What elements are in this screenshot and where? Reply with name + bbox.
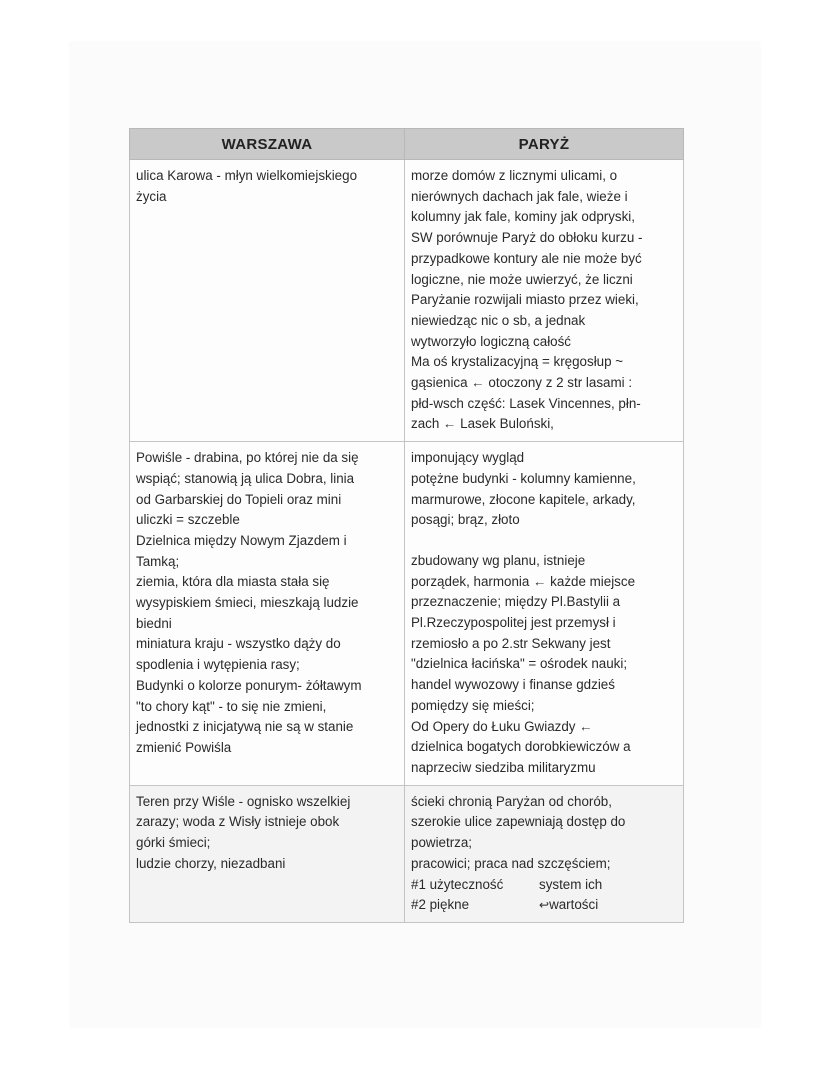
paragraph-gap [411, 531, 677, 551]
text-line: od Garbarskiej do Topieli oraz mini [136, 491, 342, 507]
text-line: zach ← Lasek Buloński, [411, 416, 554, 432]
text-line: porządek, harmonia ← każde miejsce [411, 573, 636, 589]
text-line: przeznaczenie; między Pl.Bastylii a [411, 594, 621, 610]
text-line: niewiedząc nic o sb, a jednak [411, 312, 586, 328]
text-line: wspiąć; stanowią ją ulica Dobra, linia [136, 470, 355, 486]
text-line: zmienić Powiśla [136, 739, 232, 755]
text-line: wysypiskiem śmieci, mieszkają ludzie [136, 595, 359, 611]
text-line: biedni [136, 615, 172, 631]
text-line: powietrza; [411, 835, 473, 851]
text-line: wytworzyło logiczną całość [411, 333, 572, 349]
text-line: ulica Karowa - młyn wielkomiejskiego [136, 168, 358, 183]
cell-paryz [405, 160, 684, 442]
text-line: Tamką; [136, 553, 180, 569]
cell-paryz [405, 442, 684, 786]
text-line: naprzeciw siedziba militaryzmu [411, 759, 596, 775]
note-left: #2 piękne [411, 897, 470, 913]
note-line [411, 875, 677, 896]
text-line: "to chory kąt" - to się nie zmieni, [136, 698, 327, 714]
note-right: wartości [549, 897, 599, 913]
text-line: pracowici; praca nad szczęściem; [411, 855, 611, 871]
text-line: uliczki = szczeble [136, 512, 240, 528]
text-line: ziemia, która dla miasta stała się [136, 574, 330, 590]
note-left: #1 użyteczność [411, 876, 504, 892]
text-line: ścieki chronią Paryżan od chorób, [411, 793, 612, 809]
cell-warszawa [130, 785, 405, 922]
text-line: Pl.Rzeczypospolitej jest przemysł i [411, 615, 616, 631]
text-line: Teren przy Wiśle - ognisko wszelkiej [136, 793, 351, 809]
text-line: jednostki z inicjatywą nie są w stanie [136, 719, 354, 735]
text-line: Budynki o kolorze ponurym- żółtawym [136, 677, 362, 693]
text-line: rzemiosło a po 2.str Sekwany jest [411, 635, 611, 651]
text-line: posągi; brąz, złoto [411, 512, 520, 528]
cell-warszawa [130, 160, 405, 442]
text-line: życia [136, 188, 167, 204]
text-line: pomiędzy się mieści; [411, 697, 535, 713]
text-line: górki śmieci; [136, 835, 211, 851]
text-line: zbudowany wg planu, istnieje [411, 552, 586, 568]
header-warszawa: WARSZAWA [130, 129, 405, 160]
text-line: dzielnica bogatych dorobkiewiczów a [411, 739, 631, 755]
cell-warszawa [130, 442, 405, 786]
table-row [130, 785, 684, 922]
table-row [130, 442, 684, 786]
text-line: handel wywozowy i finanse gdzieś [411, 677, 615, 693]
text-line: logiczne, nie może uwierzyć, że liczni [411, 271, 633, 287]
note-line [411, 895, 677, 916]
note-right: system ich [539, 876, 603, 892]
text-line: marmurowe, złocone kapitele, arkady, [411, 491, 636, 507]
text-line: morze domów z licznymi ulicami, o [411, 168, 618, 183]
text-line: Od Opery do Łuku Gwiazdy ← [411, 718, 593, 734]
text-line: płd-wsch część: Lasek Vincennes, płn- [411, 395, 641, 411]
text-line: przypadkowe kontury ale nie może być [411, 250, 642, 266]
text-line: SW porównuje Paryż do obłoku kurzu - [411, 230, 643, 246]
text-line: Powiśle - drabina, po której nie da się [136, 450, 359, 466]
text-line: miniatura kraju - wszystko dąży do [136, 636, 341, 652]
text-line: szerokie ulice zapewniają dostęp do [411, 814, 626, 830]
text-line: zarazy; woda z Wisły istnieje obok [136, 814, 340, 830]
text-line: Ma oś krystalizacyjną = kręgosłup ~ [411, 354, 624, 370]
text-line: imponujący wygląd [411, 450, 525, 466]
return-arrow-icon: ↩ [539, 898, 550, 913]
comparison-table [129, 128, 684, 923]
text-line: potężne budynki - kolumny kamienne, [411, 470, 636, 486]
text-line: gąsienica ← otoczony z 2 str lasami : [411, 375, 633, 391]
text-line: ludzie chorzy, niezadbani [136, 855, 286, 871]
text-line: Dzielnica między Nowym Zjazdem i [136, 532, 347, 548]
cell-paryz [405, 785, 684, 922]
text-line: spodlenia i wytępienia rasy; [136, 657, 300, 673]
header-row [130, 129, 684, 160]
text-line: nierównych dachach jak fale, wieże i [411, 188, 628, 204]
text-line: kolumny jak fale, kominy jak odpryski, [411, 209, 636, 225]
text-line: Paryżanie rozwijali miasto przez wieki, [411, 292, 639, 308]
table-row [130, 160, 684, 442]
text-line: "dzielnica łacińska" = ośrodek nauki; [411, 656, 628, 672]
note-right-wrap [539, 895, 598, 916]
header-paryz: PARYŻ [405, 129, 684, 160]
